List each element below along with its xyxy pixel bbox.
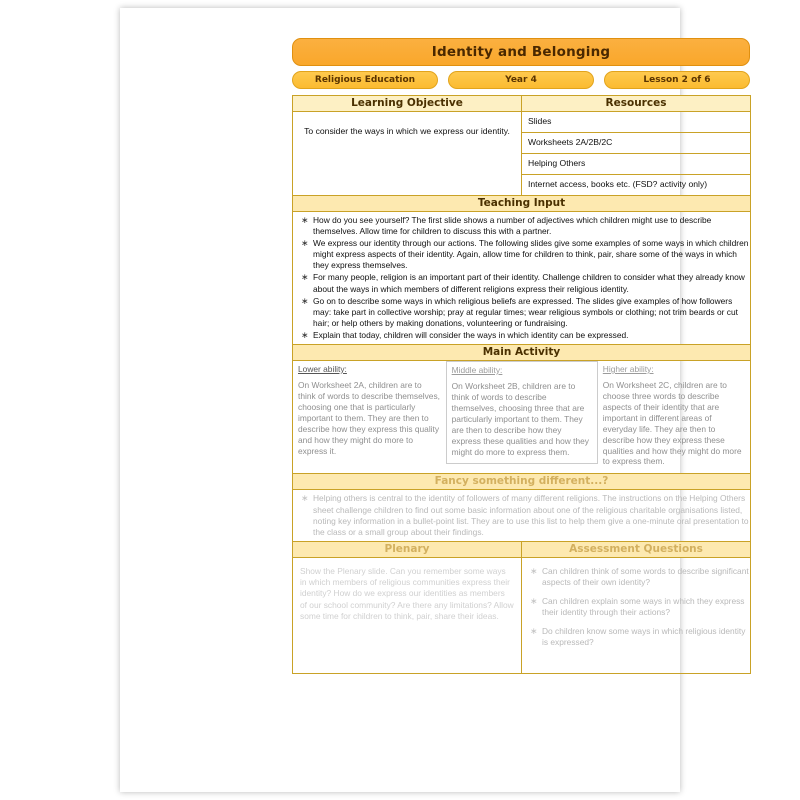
resource-item: Worksheets 2A/2B/2C <box>522 133 750 154</box>
list-item: ∗ Explain that today, children will consider the ways in which identity can be expressed. <box>313 330 750 341</box>
lower-ability-label: Lower ability: <box>298 364 347 375</box>
table-row-teaching-header <box>293 196 751 212</box>
resource-item: Slides <box>522 112 750 133</box>
lesson-badge: Lesson 2 of 6 <box>604 71 750 89</box>
table-row-headers <box>293 96 751 112</box>
page-title: Identity and Belonging <box>292 38 750 66</box>
learning-objective-cell <box>293 112 522 196</box>
fancy-something-different-header: Fancy something different...? <box>293 474 751 490</box>
plenary-header: Plenary <box>293 541 522 557</box>
lesson-plan <box>292 38 750 674</box>
teaching-input-list <box>293 215 750 341</box>
table-row-plenary-header <box>293 541 751 557</box>
meta-row <box>292 71 750 89</box>
teaching-input-cell <box>293 212 751 345</box>
main-activity-column-lower <box>293 361 446 473</box>
list-item: ∗ Can children think of some words to describe significant aspects of their own identity? <box>542 566 750 588</box>
plenary-text: Show the Plenary slide. Can you remember some ways in which members of religious communities express their identity? How do we express our identities as members of our school community? Are there any limitations? Allow some time for children to think, pair, share their ideas. <box>300 565 514 622</box>
plenary-cell <box>293 557 522 673</box>
assessment-questions-list <box>522 566 750 649</box>
table-row-main-activity-body <box>293 361 751 474</box>
table-row-objective-resources <box>293 112 751 196</box>
main-activity-header: Main Activity <box>293 345 751 361</box>
list-item: ∗ For many people, religion is an important part of their identity. Challenge children to consider what they already know about the ways in which members of different religions express their religious identity. <box>313 272 750 294</box>
main-activity-column-higher <box>598 361 750 473</box>
lesson-table <box>292 95 751 674</box>
middle-ability-text: On Worksheet 2B, children are to think of words to describe themselves, choosing three that are particularly important to them. They are then to describe how they express these qualities and how they might do more to express them. <box>451 381 589 457</box>
document-sheet <box>120 8 749 792</box>
list-item: ∗ How do you see yourself? The first slide shows a number of adjectives which children might use to describe themselves. Allow time for children to discuss this with a partner. <box>313 215 750 237</box>
table-row-plenary-body <box>293 557 751 673</box>
table-row-main-activity-header <box>293 345 751 361</box>
table-row-fsd-header <box>293 474 751 490</box>
resources-header: Resources <box>522 96 751 112</box>
main-activity-column-middle <box>446 361 598 473</box>
assessment-questions-header: Assessment Questions <box>522 541 751 557</box>
main-activity-cell <box>293 361 751 474</box>
list-item: ∗ Go on to describe some ways in which religious beliefs are expressed. The slides give examples of how followers may: take part in collective worship; pray at regular times; wear religious symbols or clothing; not trim beards or cut hair; or help others by making donations, volunteering or fundraising. <box>313 296 750 329</box>
assessment-questions-cell <box>522 557 751 673</box>
resources-cell <box>522 112 751 196</box>
subject-badge: Religious Education <box>292 71 438 89</box>
table-row-fsd-body <box>293 490 751 541</box>
year-badge: Year 4 <box>448 71 594 89</box>
fsd-list <box>293 493 750 537</box>
list-item: ∗ Do children know some ways in which religious identity is expressed? <box>542 626 750 648</box>
higher-ability-label: Higher ability: <box>602 364 654 375</box>
list-item: ∗ Helping others is central to the identity of followers of many different religions. The instructions on the Helping Others sheet challenge children to find out some basic information about one of the religious charitable organisations listed, noting key information in a bullet-point list. They are to use this list to help them give a one-minute oral presentation to the class or a small group about their findings. <box>313 493 750 537</box>
learning-objective-text: To consider the ways in which we express our identity. <box>304 126 510 136</box>
teaching-input-header: Teaching Input <box>293 196 751 212</box>
lower-ability-text: On Worksheet 2A, children are to think of words to describe themselves, choosing one that is particularly important to them. They are then to describe how they express this quality and how they might do more to express it. <box>298 380 440 456</box>
middle-ability-label: Middle ability: <box>451 365 503 376</box>
table-row-teaching-body <box>293 212 751 345</box>
fancy-something-different-cell <box>293 490 751 541</box>
resource-item: Helping Others <box>522 154 750 175</box>
resource-item: Internet access, books etc. (FSD? activity only) <box>528 179 708 189</box>
higher-ability-text: On Worksheet 2C, children are to choose three words to describe aspects of their identity that are important in different areas of everyday life. They are then to describe how they express these qualities and how they might do more to express them. <box>602 380 742 467</box>
list-item: ∗ We express our identity through our actions. The following slides give some examples of some ways in which children might express aspects of their identity. Again, allow time for children to think, pair, share some of the ways in which they express themselves. <box>313 238 750 271</box>
learning-objective-header: Learning Objective <box>293 96 522 112</box>
list-item: ∗ Can children explain some ways in which they express their identity through their actions? <box>542 596 750 618</box>
